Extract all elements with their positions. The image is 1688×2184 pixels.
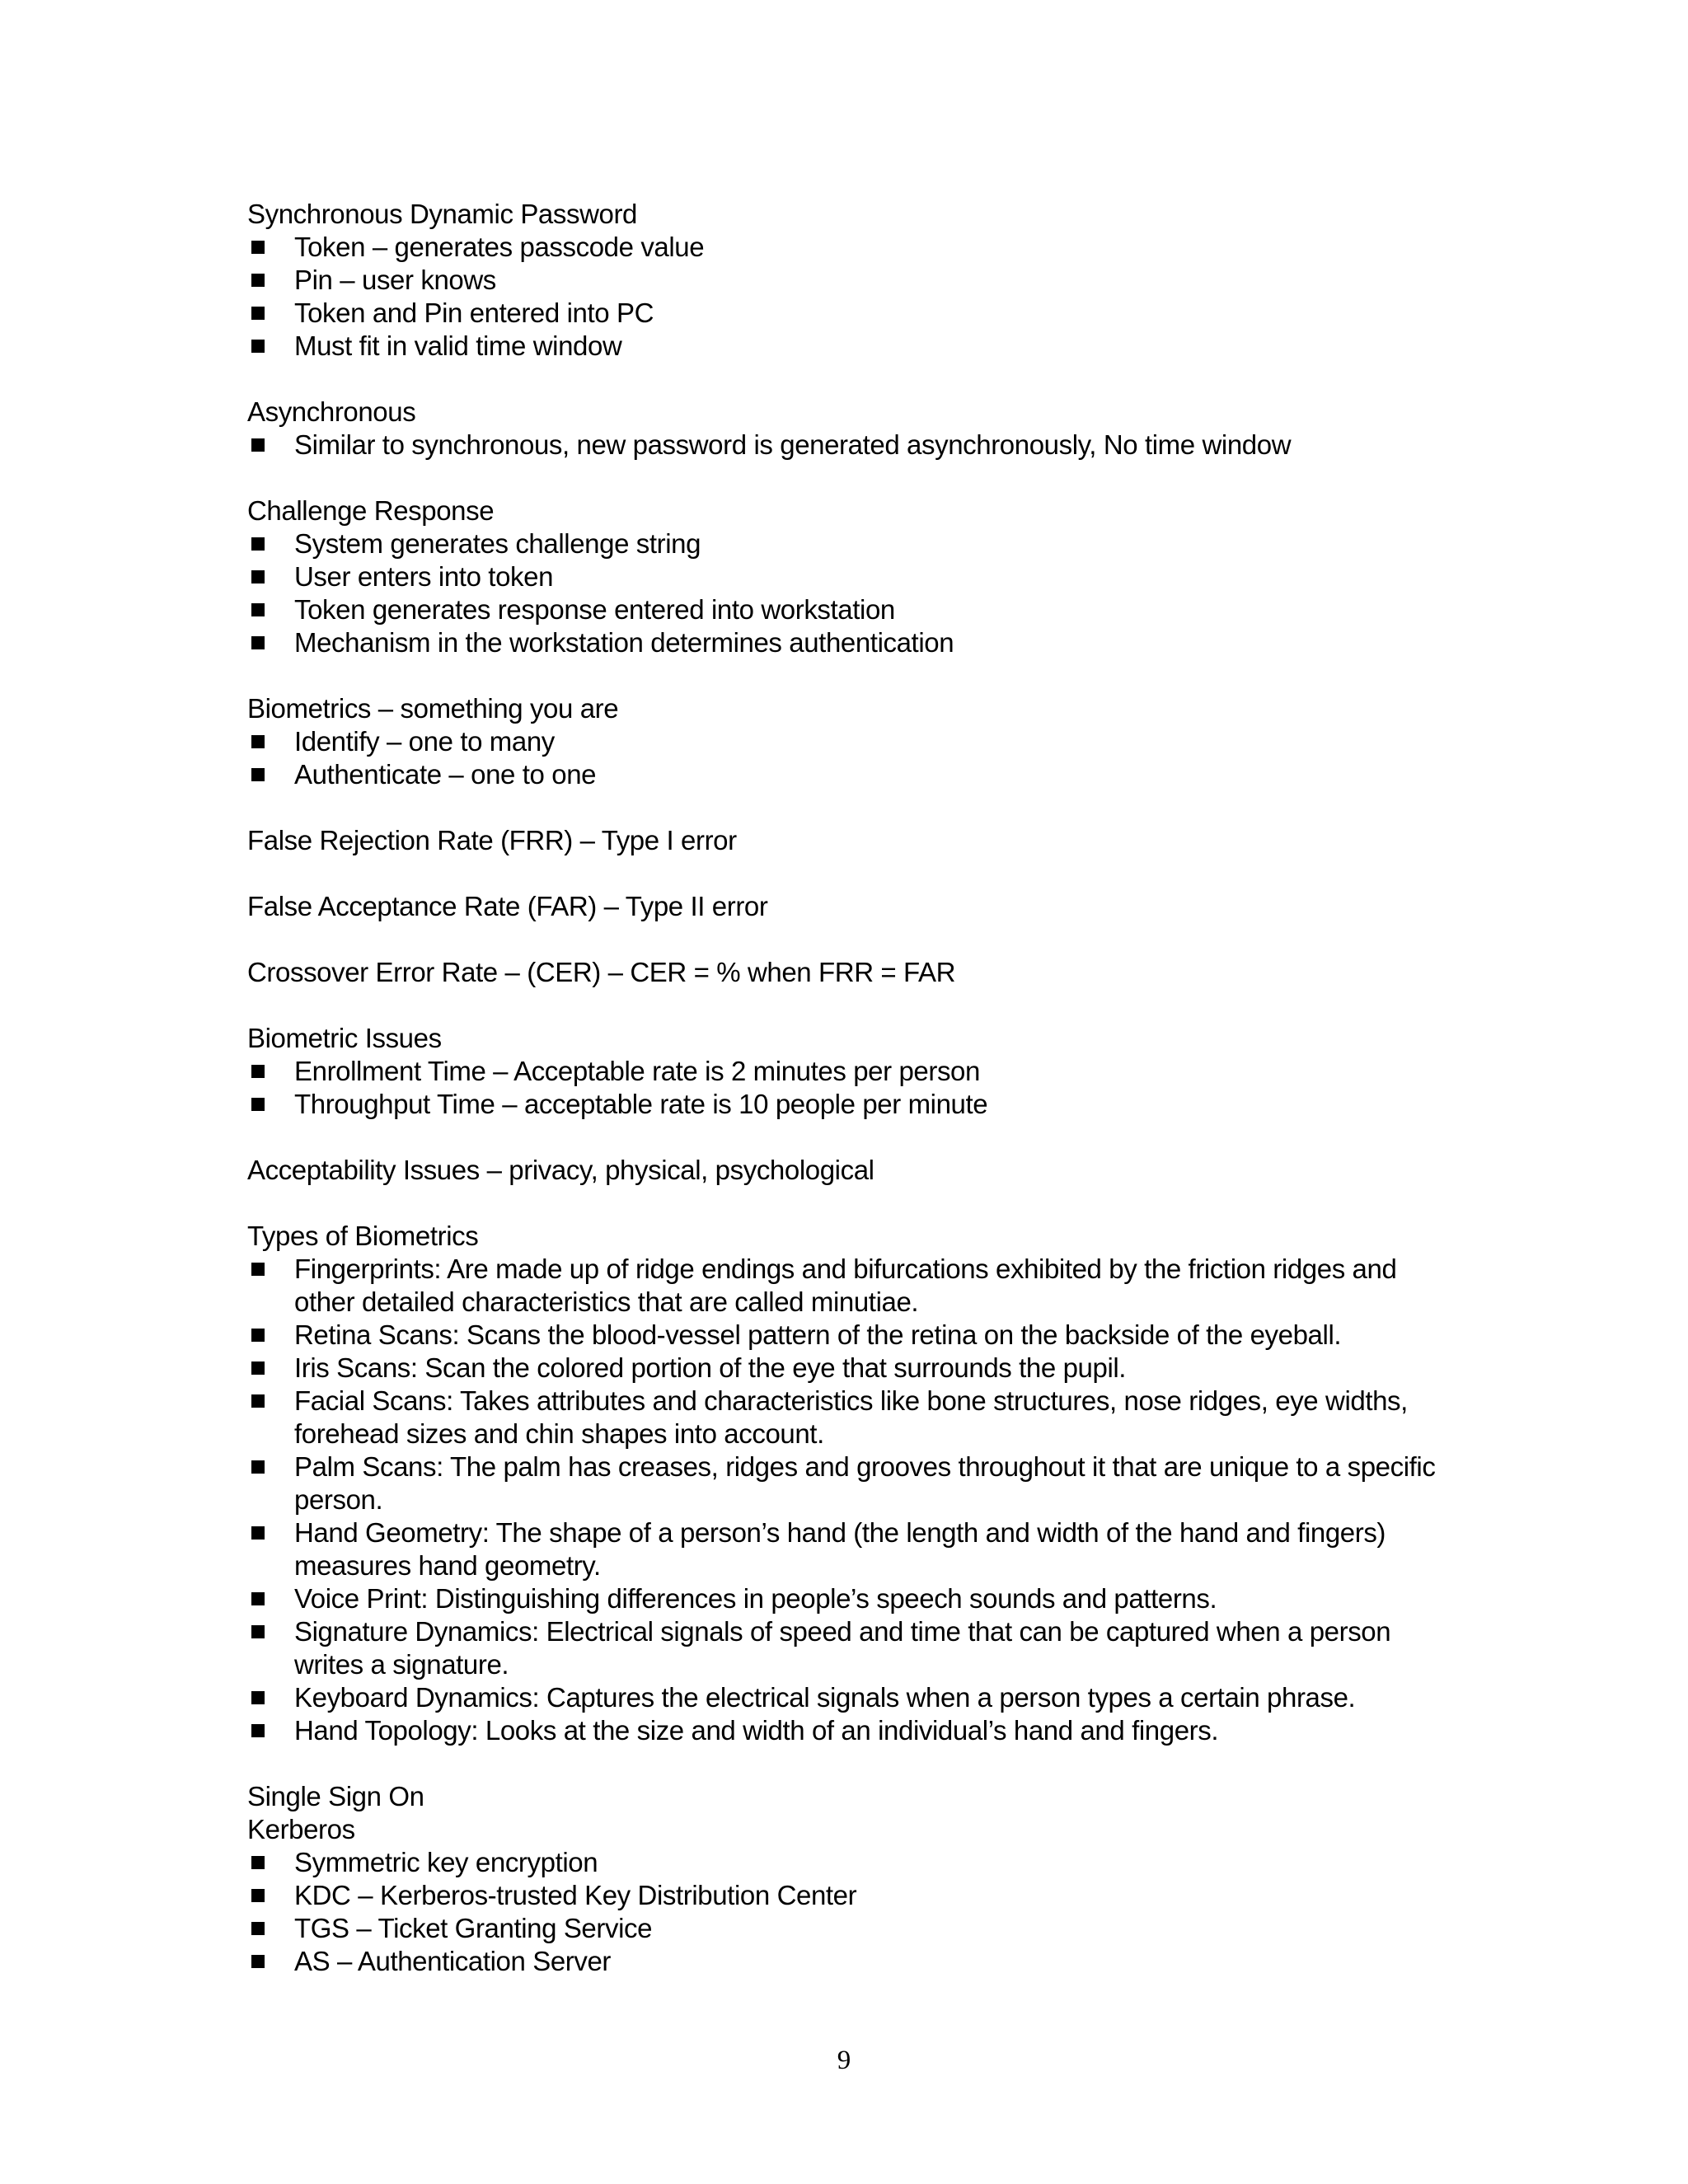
list-item: [247, 1714, 1451, 1747]
bullet-list: [247, 1253, 1451, 1747]
filled-square-bullet-icon: [251, 1856, 265, 1869]
list-item-text: Keyboard Dynamics: Captures the electrical signals when a person types a certain phrase.: [294, 1682, 1356, 1713]
list-item: [247, 297, 1451, 330]
list-item-text: Fingerprints: Are made up of ridge endings and bifurcations exhibited by the friction ridges and other detailed characteristics that are called minutiae.: [294, 1254, 1397, 1317]
list-item-text: Authenticate – one to one: [294, 759, 597, 790]
list-item-text: Token and Pin entered into PC: [294, 298, 654, 328]
list-item: [247, 758, 1451, 791]
list-item-text: Hand Geometry: The shape of a person’s hand (the length and width of the hand and fingers) measures hand geometry.: [294, 1517, 1386, 1581]
section: [247, 824, 1451, 857]
list-item: [247, 1945, 1451, 1978]
list-item-text: Mechanism in the workstation determines authentication: [294, 627, 954, 658]
list-item: [247, 231, 1451, 264]
list-item: [247, 1846, 1451, 1879]
list-item-text: Similar to synchronous, new password is generated asynchronously, No time window: [294, 429, 1292, 460]
bullet-list: [247, 725, 1451, 791]
filled-square-bullet-icon: [251, 1955, 265, 1968]
filled-square-bullet-icon: [251, 1329, 265, 1342]
filled-square-bullet-icon: [251, 241, 265, 254]
bullet-list: [247, 1055, 1451, 1121]
filled-square-bullet-icon: [251, 274, 265, 287]
section: [247, 1022, 1451, 1121]
list-item-text: Throughput Time – acceptable rate is 10 people per minute: [294, 1089, 988, 1119]
list-item-text: Must fit in valid time window: [294, 330, 622, 361]
list-item: [247, 1681, 1451, 1714]
filled-square-bullet-icon: [251, 1922, 265, 1935]
list-item: [247, 560, 1451, 593]
list-item: [247, 1352, 1451, 1385]
bullet-list: [247, 231, 1451, 363]
filled-square-bullet-icon: [251, 1098, 265, 1111]
filled-square-bullet-icon: [251, 340, 265, 353]
filled-square-bullet-icon: [251, 1889, 265, 1902]
section-heading: Acceptability Issues – privacy, physical, psychological: [247, 1155, 874, 1185]
list-item-text: Palm Scans: The palm has creases, ridges and grooves throughout it that are unique to a specific person.: [294, 1451, 1436, 1515]
list-item: [247, 1451, 1451, 1516]
list-item-text: Hand Topology: Looks at the size and width of an individual’s hand and fingers.: [294, 1715, 1219, 1746]
section: [247, 1154, 1451, 1187]
filled-square-bullet-icon: [251, 1592, 265, 1605]
filled-square-bullet-icon: [251, 438, 265, 452]
section-heading: False Acceptance Rate (FAR) – Type II error: [247, 891, 768, 921]
section-heading: Asynchronous: [247, 396, 416, 427]
list-item: [247, 1385, 1451, 1451]
list-item: [247, 1516, 1451, 1582]
section-heading: Single Sign On: [247, 1781, 424, 1811]
section: [247, 494, 1451, 659]
list-item-text: User enters into token: [294, 561, 554, 592]
section-heading: Synchronous Dynamic Password: [247, 199, 638, 229]
list-item: [247, 1879, 1451, 1912]
filled-square-bullet-icon: [251, 1460, 265, 1474]
section-heading: Types of Biometrics: [247, 1221, 479, 1251]
filled-square-bullet-icon: [251, 603, 265, 616]
bullet-list: [247, 1846, 1451, 1978]
section: [247, 198, 1451, 363]
section: [247, 1780, 1451, 1813]
section: [247, 692, 1451, 791]
list-item-text: Retina Scans: Scans the blood-vessel pattern of the retina on the backside of the eyeball.: [294, 1319, 1342, 1350]
section-heading: Challenge Response: [247, 495, 495, 526]
list-item: [247, 1088, 1451, 1121]
list-item: [247, 429, 1451, 462]
list-item-text: Facial Scans: Takes attributes and characteristics like bone structures, nose ridges, eye widths, forehead sizes and chin shapes into account.: [294, 1385, 1408, 1449]
filled-square-bullet-icon: [251, 1691, 265, 1704]
list-item-text: KDC – Kerberos-trusted Key Distribution Center: [294, 1880, 857, 1910]
filled-square-bullet-icon: [251, 1394, 265, 1408]
list-item-text: TGS – Ticket Granting Service: [294, 1913, 653, 1943]
bullet-list: [247, 527, 1451, 659]
section: [247, 1220, 1451, 1747]
filled-square-bullet-icon: [251, 1625, 265, 1638]
list-item: [247, 330, 1451, 363]
list-item: [247, 626, 1451, 659]
list-item-text: Token generates response entered into workstation: [294, 594, 895, 625]
list-item: [247, 1253, 1451, 1319]
list-item: [247, 725, 1451, 758]
list-item-text: Enrollment Time – Acceptable rate is 2 minutes per person: [294, 1056, 980, 1086]
section-heading: Biometrics – something you are: [247, 693, 619, 724]
page-number: 9: [837, 2046, 851, 2075]
list-item: [247, 264, 1451, 297]
section-heading: Biometric Issues: [247, 1023, 442, 1053]
list-item: [247, 593, 1451, 626]
page-content: [247, 198, 1451, 2011]
section: [247, 1813, 1451, 1978]
filled-square-bullet-icon: [251, 537, 265, 551]
section-heading: Crossover Error Rate – (CER) – CER = % when FRR = FAR: [247, 957, 956, 987]
section: [247, 890, 1451, 923]
section: [247, 396, 1451, 462]
list-item-text: Symmetric key encryption: [294, 1847, 598, 1877]
filled-square-bullet-icon: [251, 1361, 265, 1375]
filled-square-bullet-icon: [251, 735, 265, 748]
section: [247, 956, 1451, 989]
list-item-text: Token – generates passcode value: [294, 232, 705, 262]
filled-square-bullet-icon: [251, 636, 265, 649]
section-heading: Kerberos: [247, 1814, 355, 1844]
list-item-text: Signature Dynamics: Electrical signals of speed and time that can be captured when a person writes a signature.: [294, 1616, 1391, 1680]
filled-square-bullet-icon: [251, 768, 265, 781]
filled-square-bullet-icon: [251, 1263, 265, 1276]
filled-square-bullet-icon: [251, 1526, 265, 1540]
list-item: [247, 1912, 1451, 1945]
list-item-text: Voice Print: Distinguishing differences in people’s speech sounds and patterns.: [294, 1583, 1217, 1614]
filled-square-bullet-icon: [251, 570, 265, 583]
filled-square-bullet-icon: [251, 307, 265, 320]
list-item: [247, 1615, 1451, 1681]
list-item-text: System generates challenge string: [294, 528, 701, 559]
list-item: [247, 527, 1451, 560]
filled-square-bullet-icon: [251, 1724, 265, 1737]
section-heading: False Rejection Rate (FRR) – Type I error: [247, 825, 737, 855]
list-item-text: Identify – one to many: [294, 726, 555, 757]
list-item: [247, 1582, 1451, 1615]
list-item: [247, 1055, 1451, 1088]
bullet-list: [247, 429, 1451, 462]
filled-square-bullet-icon: [251, 1065, 265, 1078]
list-item: [247, 1319, 1451, 1352]
list-item-text: AS – Authentication Server: [294, 1946, 612, 1976]
list-item-text: Iris Scans: Scan the colored portion of the eye that surrounds the pupil.: [294, 1352, 1127, 1383]
list-item-text: Pin – user knows: [294, 265, 496, 295]
